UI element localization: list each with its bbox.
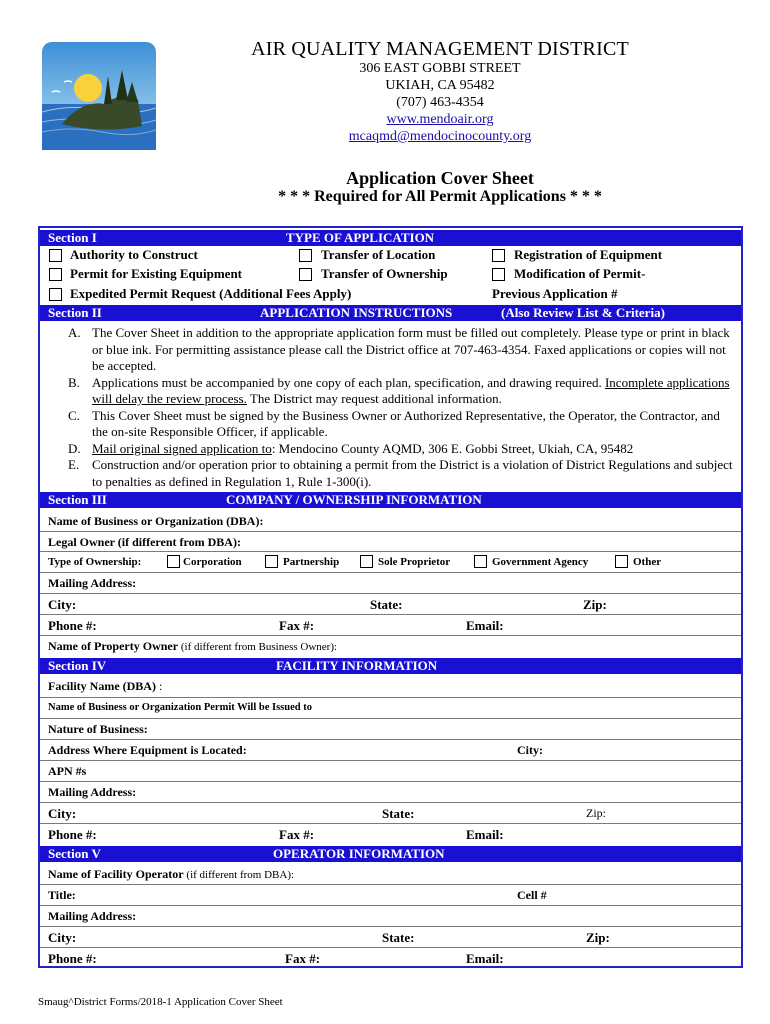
business-name-label: Name of Business or Organization (DBA):	[48, 514, 264, 528]
legal-owner-label: Legal Owner (if different from DBA):	[48, 535, 241, 549]
website-link[interactable]: www.mendoair.org	[386, 112, 494, 127]
facility-city-label: City:	[48, 806, 77, 821]
previous-application-label: Previous Application #	[492, 286, 618, 301]
divider	[40, 760, 741, 761]
facility-mailing-label: Mailing Address:	[48, 785, 137, 799]
divider	[40, 781, 741, 782]
city-label: City:	[48, 597, 77, 612]
agency-contact	[170, 60, 710, 145]
city-address: UKIAH, CA 95482	[385, 78, 495, 93]
form-title: Application Cover Sheet	[346, 168, 534, 188]
operator-zip-label: Zip:	[586, 930, 610, 945]
divider	[40, 718, 741, 719]
instruction-b: B. Applications must be accompanied by one copy of each plan, specification, and drawing required. Incomplete applications will delay the review process. The District may request additional information.	[68, 374, 730, 406]
zip-label: Zip:	[583, 597, 607, 612]
operator-cell-label: Cell #	[517, 888, 547, 902]
operator-title-label: Title:	[48, 888, 76, 902]
phone-number: (707) 463-4354	[396, 95, 484, 110]
facility-state-label: State:	[382, 806, 415, 821]
nature-of-business-label: Nature of Business:	[48, 722, 148, 736]
divider	[40, 802, 741, 803]
operator-fax-label: Fax #:	[285, 951, 321, 966]
section-1-bar	[40, 230, 741, 246]
divider	[40, 947, 741, 948]
equipment-address-label: Address Where Equipment is Located:	[48, 743, 247, 757]
divider	[40, 572, 741, 573]
permit-issued-to-label: Name of Business or Organization Permit Will be Issued to	[48, 702, 312, 713]
government-agency-label: Government Agency	[492, 556, 589, 568]
operator-name-label: Name of Facility Operator (if different from DBA):	[48, 867, 295, 881]
modification-label: Modification of Permit-	[514, 266, 646, 281]
transfer-location-checkbox[interactable]	[299, 249, 312, 262]
registration-checkbox[interactable]	[492, 249, 505, 262]
divider	[40, 531, 741, 532]
apn-label: APN #s	[48, 764, 87, 778]
divider	[40, 551, 741, 552]
existing-equipment-label: Permit for Existing Equipment	[70, 266, 243, 281]
government-agency-checkbox[interactable]	[474, 555, 487, 568]
facility-name-label: Facility Name (DBA) :	[48, 679, 163, 693]
transfer-location-label: Transfer of Location	[321, 247, 436, 262]
authority-label: Authority to Construct	[70, 247, 198, 262]
section-1-heading: TYPE OF APPLICATION	[286, 230, 435, 245]
section-2-bar	[40, 305, 741, 321]
street-address: 306 EAST GOBBI STREET	[359, 61, 521, 76]
sole-proprietor-label: Sole Proprietor	[378, 556, 451, 568]
section-3-heading: COMPANY / OWNERSHIP INFORMATION	[226, 492, 482, 507]
email-label: Email:	[466, 618, 504, 633]
modification-checkbox[interactable]	[492, 268, 505, 281]
section-5-label: Section V	[48, 846, 101, 861]
form-subtitle: * * * Required for All Permit Applications * * *	[278, 188, 602, 205]
partnership-label: Partnership	[283, 556, 340, 568]
section-5-bar	[40, 846, 741, 862]
instructions-list	[68, 325, 734, 490]
divider	[40, 635, 741, 636]
authority-checkbox[interactable]	[49, 249, 62, 262]
section-5-heading: OPERATOR INFORMATION	[273, 846, 445, 861]
section-1-label: Section I	[48, 230, 97, 245]
instruction-e: E. Construction and/or operation prior to obtaining a permit from the District is a violation of District Regulations and subject to penalties as defined in Regulation 1, Rule 1-300(i).	[68, 457, 733, 489]
divider	[40, 905, 741, 906]
corporation-label: Corporation	[183, 556, 242, 568]
ownership-type-label: Type of Ownership:	[48, 556, 142, 568]
instruction-d: D. Mail original signed application to: Mendocino County AQMD, 306 E. Gobbi Street, Ukiah, CA, 95482	[68, 440, 634, 456]
section-4-bar	[40, 658, 741, 674]
operator-state-label: State:	[382, 930, 415, 945]
divider	[40, 697, 741, 698]
state-label: State:	[370, 597, 403, 612]
equipment-city-label: City:	[517, 743, 543, 757]
instruction-c: C. This Cover Sheet must be signed by the Business Owner or Authorized Representative, the Operator, the Contractor, and the on-site Responsible Officer, if applicable.	[68, 407, 720, 439]
expedited-label: Expedited Permit Request (Additional Fees Apply)	[70, 286, 352, 301]
transfer-ownership-checkbox[interactable]	[299, 268, 312, 281]
application-form	[38, 226, 743, 968]
transfer-ownership-label: Transfer of Ownership	[321, 266, 448, 281]
agency-name: AIR QUALITY MANAGEMENT DISTRICT	[251, 38, 629, 60]
partnership-checkbox[interactable]	[265, 555, 278, 568]
district-logo	[42, 42, 156, 150]
expedited-checkbox[interactable]	[49, 288, 62, 301]
registration-label: Registration of Equipment	[514, 247, 663, 262]
divider	[40, 614, 741, 615]
section-2-heading: APPLICATION INSTRUCTIONS	[260, 305, 453, 320]
divider	[40, 823, 741, 824]
existing-equipment-checkbox[interactable]	[49, 268, 62, 281]
facility-zip-label: Zip:	[586, 806, 606, 820]
section-3-label: Section III	[48, 492, 107, 507]
section-2-label: Section II	[48, 305, 102, 320]
section-4-heading: FACILITY INFORMATION	[276, 658, 438, 673]
divider	[40, 926, 741, 927]
facility-email-label: Email:	[466, 827, 504, 842]
section-3-bar	[40, 492, 741, 508]
operator-email-label: Email:	[466, 951, 504, 966]
operator-city-label: City:	[48, 930, 77, 945]
email-link[interactable]: mcaqmd@mendocinocounty.org	[348, 129, 532, 144]
other-label: Other	[633, 556, 662, 568]
instruction-a: A. The Cover Sheet in addition to the appropriate application form must be filled out completely. Please type or print in black or blue ink. For permitting assistance please call the District office at 707-463-4354. Faxed applications or copies will not be accepted.	[68, 325, 730, 373]
corporation-checkbox[interactable]	[167, 555, 180, 568]
other-checkbox[interactable]	[615, 555, 628, 568]
divider	[40, 739, 741, 740]
divider	[40, 884, 741, 885]
footer-text: Smaug^District Forms/2018-1 Application Cover Sheet	[38, 996, 283, 1008]
operator-mailing-label: Mailing Address:	[48, 909, 137, 923]
phone-label: Phone #:	[48, 618, 97, 633]
sole-proprietor-checkbox[interactable]	[360, 555, 373, 568]
fax-label: Fax #:	[279, 618, 315, 633]
facility-phone-label: Phone #:	[48, 827, 97, 842]
divider	[40, 593, 741, 594]
mailing-address-label: Mailing Address:	[48, 576, 137, 590]
section-2-note: (Also Review List & Criteria)	[501, 305, 665, 320]
property-owner-label: Name of Property Owner (if different from Business Owner):	[48, 639, 338, 653]
operator-phone-label: Phone #:	[48, 951, 97, 966]
facility-fax-label: Fax #:	[279, 827, 315, 842]
section-4-label: Section IV	[48, 658, 107, 673]
